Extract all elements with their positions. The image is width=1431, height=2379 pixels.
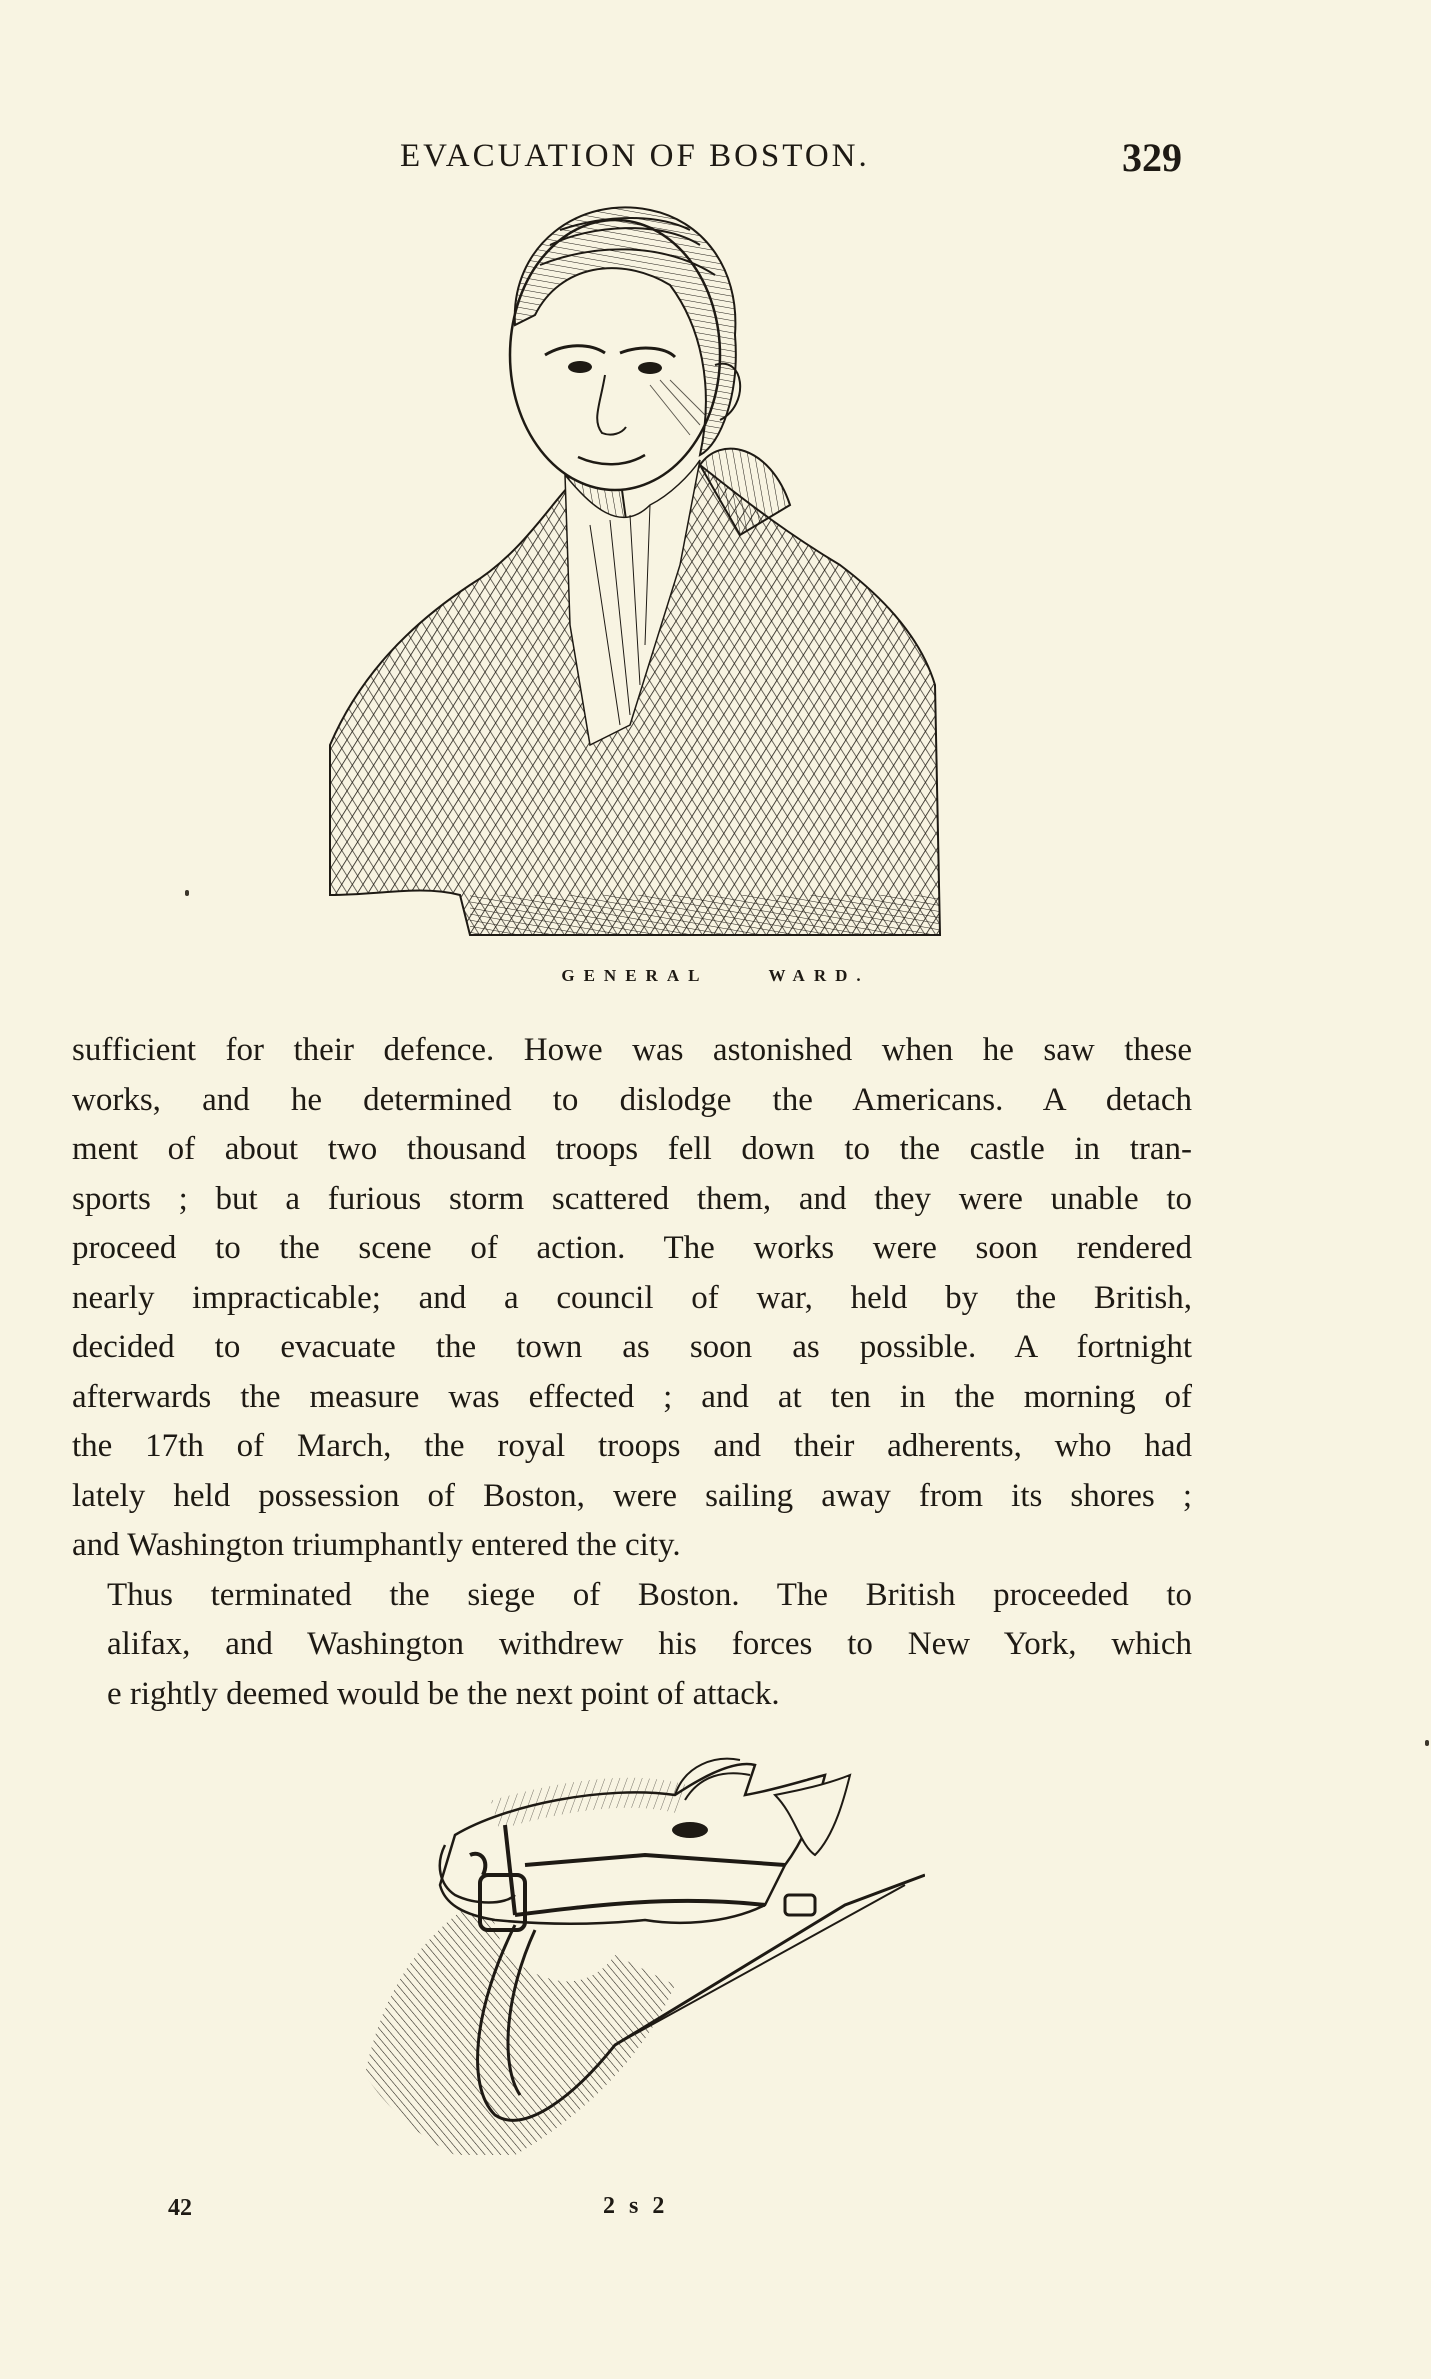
portrait-caption	[0, 966, 1431, 986]
page-number: 329	[1122, 135, 1182, 180]
text-line: decided to evacuate the town as soon as possible. A fortnight	[72, 1329, 1192, 1365]
running-head: EVACUATION OF BOSTON.	[400, 138, 870, 174]
text-line: proceed to the scene of action. The works were soon rendered	[72, 1230, 1192, 1266]
general-ward-portrait-engraving	[320, 205, 950, 950]
text-line: sports ; but a furious storm scattered them, and they were unable to	[72, 1180, 1192, 1217]
text-line: the 17th of March, the royal troops and their adherents, who had	[72, 1428, 1192, 1464]
body-text	[72, 1026, 1192, 1719]
signature-mark-left: 42	[168, 2195, 192, 2221]
caption-word-general: GENERAL	[561, 966, 709, 985]
ink-spot	[1425, 1740, 1429, 1746]
ink-spot	[185, 890, 189, 896]
text-line: lately held possession of Boston, were sailing away from its shores ;	[72, 1477, 1192, 1514]
text-line: sufficient for their defence. Howe was astonished when he saw these	[72, 1032, 1192, 1068]
caption-word-ward: WARD.	[768, 966, 870, 985]
text-line: ment of about two thousand troops fell down to the castle in tran-	[72, 1131, 1192, 1167]
text-line: and Washington triumphantly entered the city.	[72, 1527, 681, 1563]
text-line: afterwards the measure was effected ; and at ten in the morning of	[72, 1378, 1192, 1415]
signature-mark-center: 2 s 2	[603, 2193, 669, 2219]
horse-head-engraving	[345, 1755, 925, 2165]
text-line: e rightly deemed would be the next point of attack.	[107, 1675, 780, 1712]
text-line: works, and he determined to dislodge the Americans. A detach	[72, 1081, 1192, 1118]
text-line: nearly impracticable; and a council of war, held by the British,	[72, 1279, 1192, 1316]
text-line: Thus terminated the siege of Boston. The British proceeded to	[107, 1576, 1192, 1613]
text-line: alifax, and Washington withdrew his forces to New York, which	[107, 1626, 1192, 1662]
